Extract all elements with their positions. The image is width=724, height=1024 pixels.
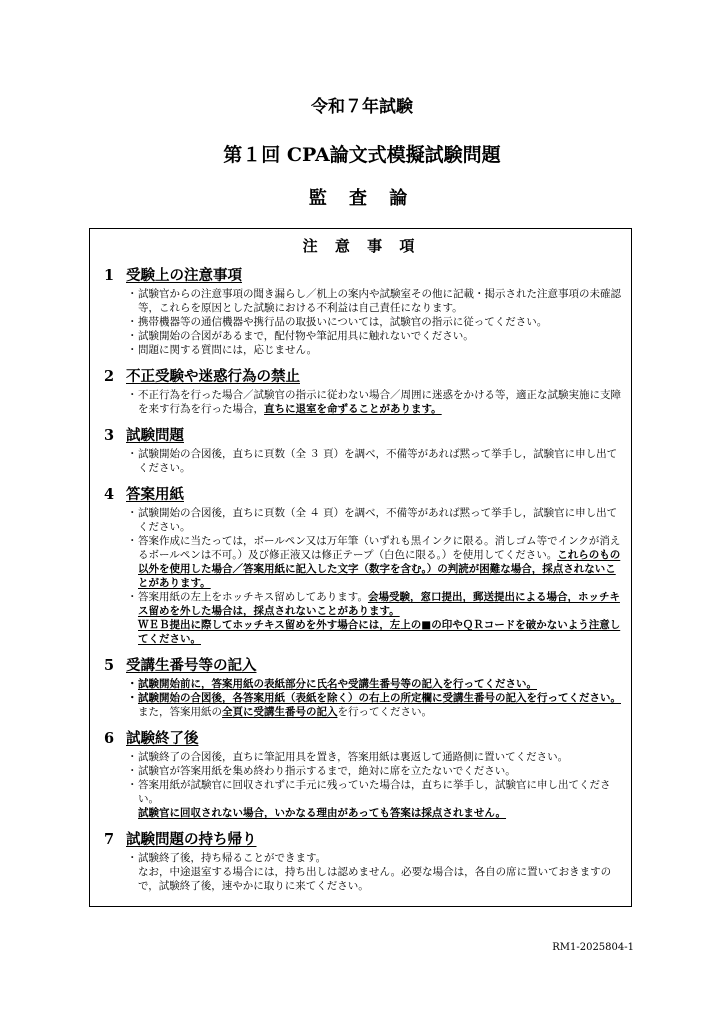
section-2 (100, 365, 623, 416)
section-title: 不正受験や迷惑行為の禁止 (126, 368, 300, 385)
section-title: 受講生番号等の記入 (126, 657, 257, 674)
section-title: 試験問題 (126, 427, 184, 444)
notice-box-title: 注 意 事 項 (302, 237, 421, 255)
item-text: 答案用紙が試験官に回収されずに手元に残っていた場合は，直ちに挙手し，試験官に申し出てください。 (138, 779, 611, 805)
section-number: 2 (104, 368, 115, 385)
emphasis-text: 直ちに退室を命ずることがあります。 (264, 403, 442, 415)
list-item (138, 388, 623, 416)
section-heading (104, 264, 623, 285)
list-item: ・ 試験官からの注意事項の聞き漏らし／机上の案内や試験室その他に記載・掲示された注意事項の未確認等，これらを原因とした試験における不利益は自己責任になります。 (138, 287, 623, 315)
section-6 (100, 727, 623, 820)
section-title: 試験終了後 (126, 730, 199, 747)
subject-heading: 監 査 論 (308, 188, 416, 209)
list-item (138, 534, 623, 590)
list-item (138, 778, 623, 820)
section-number: 4 (104, 486, 115, 503)
list-item: ・ 問題に関する質問には，応じません。 (138, 343, 623, 357)
item-text: 不正行為を行った場合／試験官の指示に従わない場合／周囲に迷惑をかける等，適正な試験実施に支障を来す行為を行った場合， (138, 389, 621, 415)
section-4 (100, 483, 623, 646)
section-number: 6 (104, 730, 115, 747)
document-code: RM1-2025804-1 (552, 942, 634, 953)
item-text: を行ってください。 (337, 706, 432, 718)
section-number: 5 (104, 657, 115, 674)
emphasis-text: 会場受験，窓口提出，郵送提出による場合，ホッチキス留めを外した場合は，採点されないことがあります。 (138, 591, 620, 617)
section-heading (104, 654, 623, 675)
section-number: 7 (104, 831, 115, 848)
section-number: 1 (104, 267, 115, 284)
list-item: ・ 試験開始の合図後，直ちに頁数（全 ３ 頁）を調べ，不備等があれば黙って挙手し，試験官に申し出てください。 (138, 447, 623, 475)
notice-box (89, 228, 632, 907)
emphasis-text: 全頁に受講生番号の記入 (222, 706, 338, 718)
section-title: 受験上の注意事項 (126, 267, 242, 284)
item-text: 答案用紙の左上をホッチキス留めしてあります。 (138, 591, 368, 603)
section-heading (104, 483, 623, 504)
section-heading (104, 424, 623, 445)
list-item: ・ 試験終了の合図後，直ちに筆記用具を置き，答案用紙は裏返して通路側に置いてください。 (138, 750, 623, 764)
exam-year-heading: 令和７年試験 (311, 97, 413, 117)
list-item: なお，中途退室する場合には，持ち出しは認めません。必要な場合は，各自の席に置いておきますので，試験終了後，速やかに取りに来てください。 (138, 866, 612, 892)
item-text: 答案作成に当たっては，ボールペン又は万年筆（いずれも黒インクに限る。消しゴム等でインクが消えるボールペンは不可。）及び修正液又は修正テープ（白色に限る。）を使用してください。 (138, 535, 621, 561)
list-item: ・ 試験終了後，持ち帰ることができます。 (138, 851, 623, 865)
section-heading (104, 727, 623, 748)
list-item: ・ 試験開始の合図後，直ちに頁数（全 ４ 頁）を調べ，不備等があれば黙って挙手し，試験官に申し出てください。 (138, 506, 623, 534)
list-item (138, 705, 623, 719)
list-item: ・ 試験開始前に，答案用紙の表紙部分に氏名や受講生番号等の記入を行ってください。 (138, 677, 623, 691)
list-item: ・ 試験開始の合図後，各答案用紙（表紙を除く）の右上の所定欄に受講生番号の記入を行ってください。 (138, 691, 623, 705)
emphasis-text: ＷＥＢ提出に際してホッチキス留めを外す場合には，左上の■の印やＱＲコードを破かないよう注意してください。 (138, 619, 621, 645)
section-heading (104, 365, 623, 386)
list-item: ・ 携帯機器等の通信機器や携行品の取扱いについては，試験官の指示に従ってください。 (138, 315, 623, 329)
emphasis-text: これらのもの以外を使用した場合／答案用紙に記入した文字（数字を含む。）の判読が困難な場合，採点されないことがあります。 (138, 549, 621, 589)
list-item (138, 590, 623, 646)
section-3 (100, 424, 623, 475)
emphasis-text: 試験官に回収されない場合，いかなる理由があっても答案は採点されません。 (138, 807, 507, 819)
section-heading (104, 828, 623, 849)
section-1 (100, 264, 623, 357)
exam-title-heading: 第１回 CPA論文式模擬試験問題 (223, 144, 501, 166)
section-number: 3 (104, 427, 115, 444)
list-item: ・ 試験開始の合図があるまで，配付物や筆記用具に触れないでください。 (138, 329, 623, 343)
list-item: ・ 試験官が答案用紙を集め終わり指示するまで，絶対に席を立たないでください。 (138, 764, 623, 778)
section-5 (100, 654, 623, 719)
section-title: 答案用紙 (126, 486, 184, 503)
section-7 (100, 828, 623, 893)
item-text: また，答案用紙の (138, 706, 222, 718)
section-title: 試験問題の持ち帰り (126, 831, 257, 848)
